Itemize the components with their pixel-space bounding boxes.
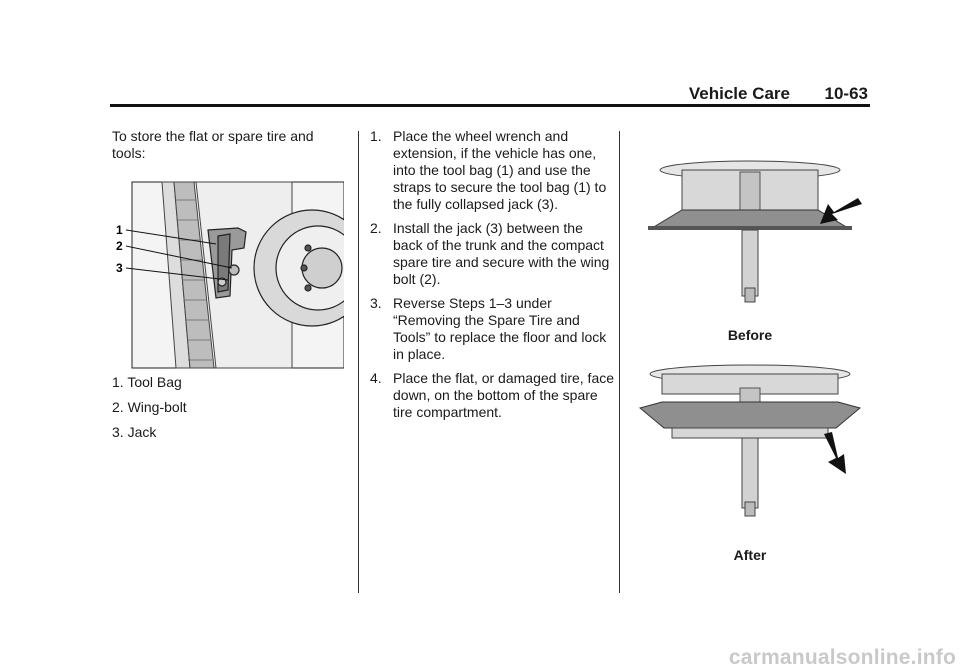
arrow-icon <box>824 432 846 474</box>
trunk-tool-storage-illustration <box>112 180 344 370</box>
step-item <box>370 295 615 363</box>
caption-after: After <box>733 547 767 563</box>
step-item <box>370 128 615 213</box>
steps-column <box>370 128 615 428</box>
step-number: 4. <box>370 370 382 386</box>
intro-paragraph: To store the flat or spare tire and tools: <box>112 128 314 161</box>
callout-1: 1 <box>116 223 123 237</box>
step-number: 2. <box>370 220 382 236</box>
page-number: 10-63 <box>824 84 868 103</box>
step-text: Install the jack (3) between the back of the trunk and the compact spare tire and secure with the wing bolt (2). <box>393 220 610 287</box>
step-text: Place the flat, or damaged tire, face down, on the bottom of the spare tire compartment. <box>393 370 615 420</box>
legend-item: 1. Tool Bag <box>112 374 182 390</box>
section-title: Vehicle Care <box>688 84 790 103</box>
arrow-icon <box>820 198 862 224</box>
step-text: Place the wheel wrench and extension, if the vehicle has one, into the tool bag (1) and use the straps to secure the tool bag (1) to the fully collapsed jack (3). <box>393 128 607 212</box>
step-number: 3. <box>370 295 382 311</box>
intro-text-column <box>112 128 348 162</box>
caption-before: Before <box>727 327 773 343</box>
tire-before-illustration <box>632 148 868 308</box>
watermark-text: carmanualsonline.info <box>728 646 956 669</box>
step-text: Reverse Steps 1–3 under “Removing the Spare Tire and Tools” to replace the floor and lock in place. <box>393 295 607 362</box>
callout-2: 2 <box>116 239 123 253</box>
column-divider <box>619 131 620 593</box>
legend-item: 2. Wing-bolt <box>112 399 187 415</box>
step-item <box>370 220 615 288</box>
page-header <box>110 82 870 107</box>
legend-item: 3. Jack <box>112 424 157 440</box>
step-item <box>370 370 615 421</box>
callout-3: 3 <box>116 261 123 275</box>
step-number: 1. <box>370 128 382 144</box>
figure-legend <box>112 374 187 449</box>
column-divider <box>358 131 359 593</box>
tire-after-illustration <box>632 362 868 530</box>
